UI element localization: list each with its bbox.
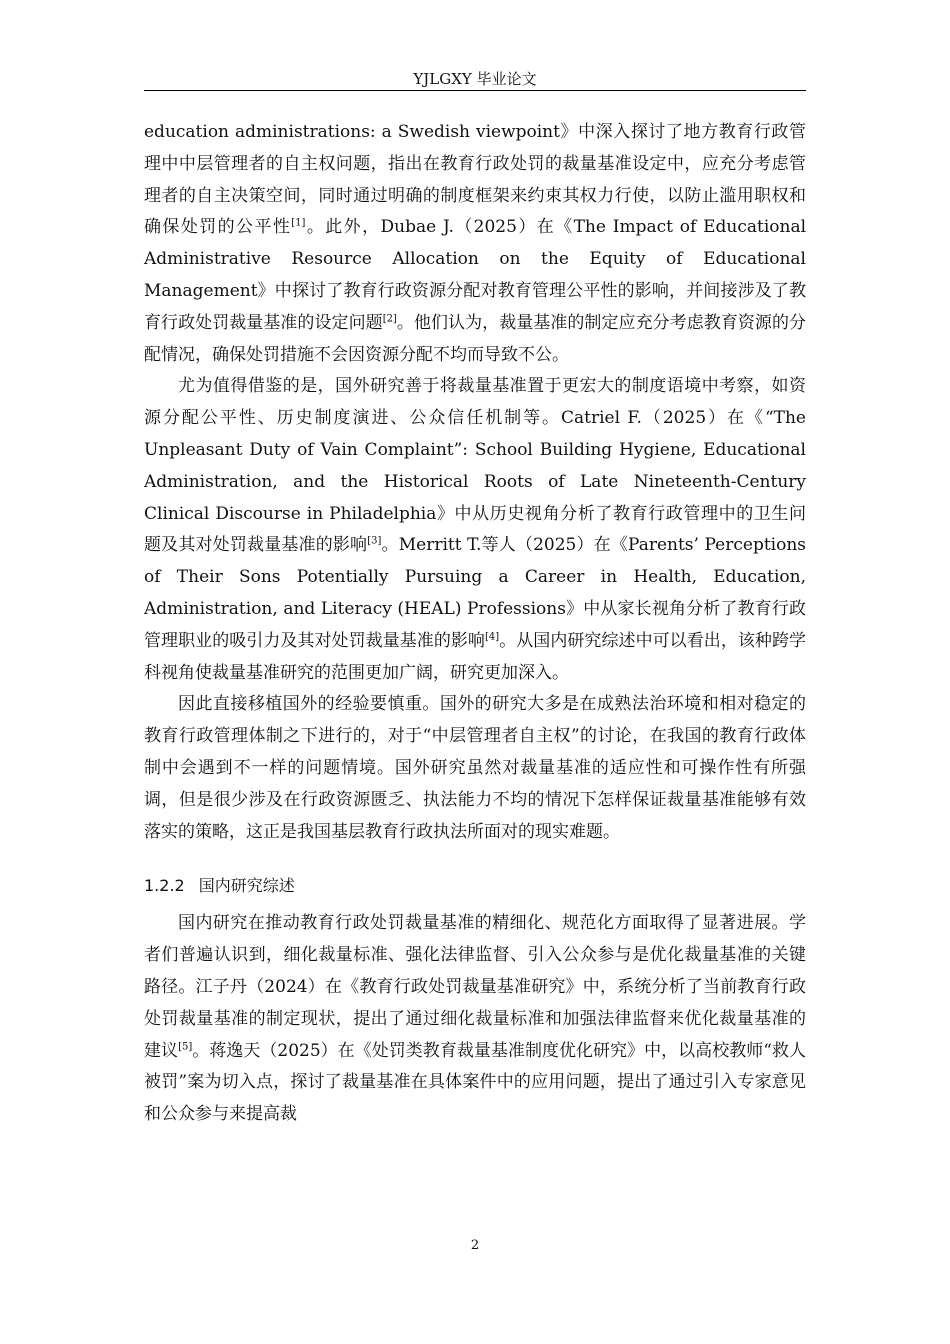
paragraph-group bbox=[144, 908, 806, 1131]
paragraph-text: 。从国内研究综述中可以看出，该种跨学科视角使裁量基准研究的范围更加广阔，研究更加深入。 bbox=[144, 630, 807, 683]
section-number: 1.2.2 bbox=[144, 876, 185, 896]
citation-marker: [3] bbox=[367, 535, 382, 547]
header-rule bbox=[144, 90, 806, 91]
paragraph-group bbox=[144, 117, 806, 848]
paragraph-text: 国内研究在推动教育行政处罚裁量基准的精细化、规范化方面取得了显著进展。学者们普遍认识到，细化裁量标准、强化法律监督、引入公众参与是优化裁量基准的关键路径。江子丹（2024）在《教育行政处罚裁量基准研究》中，系统分析了当前教育行政处罚裁量基准的制定现状，提出了通过细化裁量标准和加强法律监督来优化裁量基准的建议 bbox=[144, 913, 806, 1061]
paragraph-text: 尤为值得借鉴的是，国外研究善于将裁量基准置于更宏大的制度语境中考察，如资源分配公平性、历史制度演进、公众信任机制等。Catriel F.（2025）在《“The Unpleasant Duty of Vain Complaint”: School Building Hygiene, Educational Administration, and the Historical Roots of Late Nineteenth-Century Clinical Discourse in Philadelphia》中从历史视角分析了教育行政管理中的卫生问题及其对处罚裁量基准的影响 bbox=[144, 376, 806, 556]
page-number: 2 bbox=[470, 1238, 480, 1253]
paragraph-text: 因此直接移植国外的经验要慎重。国外的研究大多是在成熟法治环境和相对稳定的教育行政管理体制之下进行的，对于“中层管理者自主权”的讨论，在我国的教育行政体制中会遇到不一样的问题情境。国外研究虽然对裁量基准的适应性和可操作性有所强调，但是很少涉及在行政资源匮乏、执法能力不均的情况下怎样保证裁量基准能够有效落实的策略，这正是我国基层教育行政执法所面对的现实难题。 bbox=[144, 694, 806, 842]
body-paragraph bbox=[144, 908, 806, 1131]
citation-marker: [1] bbox=[291, 217, 306, 229]
paragraph-text: education administrations: a Swedish viewpoint》中深入探讨了地方教育行政管理中中层管理者的自主权问题，指出在教育行政处罚的裁量基准设定中，应充分考虑管理者的自主决策空间，同时通过明确的制度框架来约束其权力行使，以防止滥用职权和确保处罚的公平性 bbox=[144, 122, 806, 238]
body-paragraph bbox=[144, 689, 806, 848]
citation-marker: [4] bbox=[484, 631, 500, 643]
running-header: YJLGXY 毕业论文 bbox=[413, 70, 537, 88]
paragraph-text: 。此外，Dubae J.（2025）在《The Impact of Educational Administrative Resource Allocation on the Equity of Educational Management》中探讨了教育行政资源分配对教育管理公平性的影响，并间接涉及了教育行政处罚裁量基准的设定问题 bbox=[144, 217, 807, 333]
section-heading bbox=[144, 874, 806, 898]
citation-marker: [2] bbox=[382, 313, 397, 325]
paragraph-text: 。Merritt T.等人（2025）在《Parents’ Perceptions of Their Sons Potentially Pursuing a Career in Health, Education, Administration, and Literacy (HEAL) Professions》中从家长视角分析了教育行政管理职业的吸引力及其对处罚裁量基准的影响 bbox=[144, 535, 807, 651]
citation-marker: [5] bbox=[178, 1040, 193, 1052]
body-paragraph bbox=[144, 371, 806, 689]
section-title: 国内研究综述 bbox=[198, 876, 295, 896]
paragraph-text: 。他们认为，裁量基准的制定应充分考虑教育资源的分配情况，确保处罚措施不会因资源分配不均而导致不公。 bbox=[144, 312, 807, 365]
page-body bbox=[144, 117, 806, 1131]
body-paragraph bbox=[144, 117, 806, 371]
paragraph-text: 。蒋逸天（2025）在《处罚类教育裁量基准制度优化研究》中，以高校教师“救人被罚”案为切入点，探讨了裁量基准在具体案件中的应用问题，提出了通过引入专家意见和公众参与来提高裁 bbox=[144, 1040, 807, 1125]
